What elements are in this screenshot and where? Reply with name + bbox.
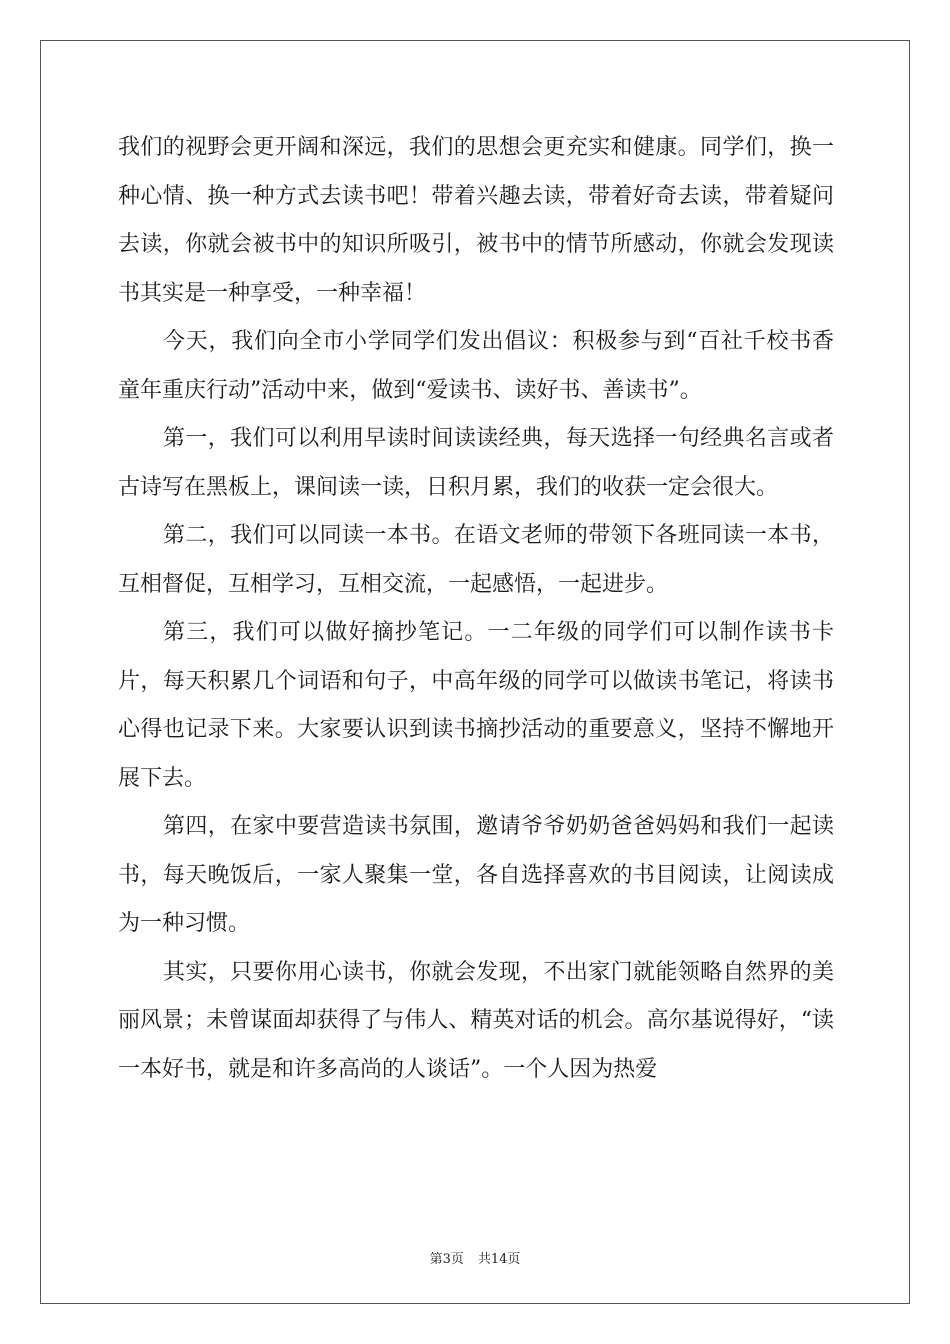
page-number: 第3页 bbox=[429, 1252, 464, 1267]
paragraph: 今天，我们向全市小学同学们发出倡议：积极参与到“百社千校书香童年重庆行动”活动中来，做到“爱读书、读好书、善读书”。 bbox=[118, 329, 834, 403]
paragraph: 第四，在家中要营造读书氛围，邀请爷爷奶奶爸爸妈妈和我们一起读书，每天晚饭后，一家人聚集一堂，各自选择喜欢的书目阅读，让阅读成为一种习惯。 bbox=[118, 814, 834, 936]
paragraph: 第一，我们可以利用早读时间读读经典，每天选择一句经典名言或者古诗写在黑板上，课间读一读，日积月累，我们的收获一定会很大。 bbox=[118, 426, 834, 500]
paragraph: 第二，我们可以同读一本书。在语文老师的带领下各班同读一本书，互相督促，互相学习，互相交流，一起感悟，一起进步。 bbox=[118, 523, 834, 597]
paragraph: 其实，只要你用心读书，你就会发现，不出家门就能领略自然界的美丽风景；未曾谋面却获得了与伟人、精英对话的机会。高尔基说得好，“读一本好书，就是和许多高尚的人谈话”。一个人因为热爱 bbox=[118, 959, 834, 1082]
document-body bbox=[118, 124, 834, 1094]
page-footer bbox=[0, 1248, 950, 1267]
paragraph: 第三，我们可以做好摘抄笔记。一二年级的同学们可以制作读书卡片，每天积累几个词语和句子，中高年级的同学可以做读书笔记，将读书心得也记录下来。大家要认识到读书摘抄活动的重要意义，坚持不懈地开展下去。 bbox=[118, 620, 834, 791]
paragraph: 我们的视野会更开阔和深远，我们的思想会更充实和健康。同学们，换一种心情、换一种方式去读书吧！带着兴趣去读，带着好奇去读，带着疑问去读，你就会被书中的知识所吸引，被书中的情节所感动，你就会发现读书其实是一种享受，一种幸福！ bbox=[118, 135, 834, 306]
page-total: 共14页 bbox=[477, 1252, 521, 1267]
